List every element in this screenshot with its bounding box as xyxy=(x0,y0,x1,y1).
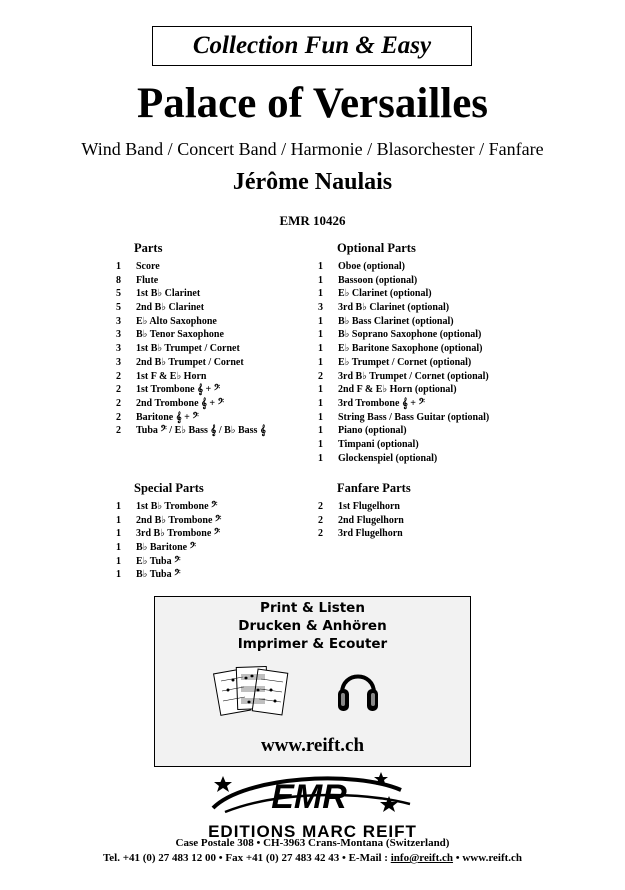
part-name: E♭ Trumpet / Cornet (optional) xyxy=(338,356,472,368)
part-row xyxy=(116,315,316,329)
part-name: Glockenspiel (optional) xyxy=(338,452,438,464)
fanfare-parts-list xyxy=(318,500,548,541)
part-row xyxy=(318,500,548,514)
composer-name: Jérôme Naulais xyxy=(232,169,393,195)
part-quantity: 2 xyxy=(116,370,121,382)
part-quantity: 2 xyxy=(116,425,121,437)
part-row xyxy=(116,301,316,315)
instrumentation-subtitle: Wind Band / Concert Band / Harmonie / Blasorchester / Fanfare xyxy=(81,139,544,159)
part-quantity: 2 xyxy=(318,370,323,382)
part-quantity: 1 xyxy=(318,411,323,423)
part-row xyxy=(318,438,548,452)
part-name: 2nd B♭ Trumpet / Cornet xyxy=(136,356,244,368)
website-link[interactable]: www.reift.ch xyxy=(260,735,365,756)
part-quantity: 1 xyxy=(318,425,323,437)
part-row xyxy=(116,555,316,569)
emr-logo-text: EMR xyxy=(271,778,347,816)
part-row xyxy=(318,328,548,342)
part-name: B♭ Soprano Saxophone (optional) xyxy=(338,329,482,341)
part-name: E♭ Baritone Saxophone (optional) xyxy=(338,343,483,355)
part-row xyxy=(116,514,316,528)
emr-logo xyxy=(205,770,420,822)
part-quantity: 1 xyxy=(318,438,323,450)
part-name: B♭ Tuba 𝄢 xyxy=(136,569,181,581)
part-quantity: 1 xyxy=(318,274,323,286)
part-row xyxy=(318,424,548,438)
part-quantity: 2 xyxy=(318,514,323,526)
catalog-number: EMR 10426 xyxy=(279,213,346,228)
part-quantity: 3 xyxy=(116,315,121,327)
part-row xyxy=(116,342,316,356)
part-quantity: 3 xyxy=(116,329,121,341)
contact-line xyxy=(0,852,625,864)
part-quantity: 1 xyxy=(116,555,121,567)
part-row xyxy=(318,452,548,466)
special-parts-section xyxy=(116,481,316,582)
part-name: 1st F & E♭ Horn xyxy=(136,370,207,382)
part-row xyxy=(318,301,548,315)
fanfare-parts-heading: Fanfare Parts xyxy=(337,481,411,495)
part-row xyxy=(318,527,548,541)
part-name: E♭ Alto Saxophone xyxy=(136,315,217,327)
part-row xyxy=(116,411,316,425)
part-name: 2nd F & E♭ Horn (optional) xyxy=(338,384,457,396)
part-name: Score xyxy=(136,261,160,272)
part-name: 2nd Trombone 𝄞 + 𝄢 xyxy=(136,397,225,409)
part-quantity: 2 xyxy=(116,384,121,396)
part-name: 3rd B♭ Clarinet (optional) xyxy=(338,302,450,314)
parts-heading: Parts xyxy=(134,241,163,255)
part-quantity: 3 xyxy=(116,356,121,368)
sheet-music-icon xyxy=(211,663,291,721)
part-quantity: 1 xyxy=(318,315,323,327)
part-row xyxy=(318,356,548,370)
part-row xyxy=(318,260,548,274)
part-name: String Bass / Bass Guitar (optional) xyxy=(338,411,490,423)
part-name: 3rd B♭ Trumpet / Cornet (optional) xyxy=(338,370,489,382)
part-row xyxy=(116,356,316,370)
part-name: Oboe (optional) xyxy=(338,261,405,272)
part-quantity: 8 xyxy=(116,274,121,286)
part-name: E♭ Tuba 𝄢 xyxy=(136,555,181,567)
part-row xyxy=(318,315,548,329)
parts-list xyxy=(116,260,316,438)
part-row xyxy=(318,383,548,397)
part-row xyxy=(116,527,316,541)
part-quantity: 1 xyxy=(318,288,323,300)
special-parts-list xyxy=(116,500,316,582)
part-row xyxy=(318,411,548,425)
part-name: 3rd Trombone 𝄞 + 𝄢 xyxy=(338,397,425,409)
part-name: B♭ Baritone 𝄢 xyxy=(136,542,197,554)
part-name: 2nd B♭ Clarinet xyxy=(136,302,205,314)
part-quantity: 2 xyxy=(116,397,121,409)
part-name: E♭ Clarinet (optional) xyxy=(338,288,432,300)
part-row xyxy=(116,424,316,438)
part-name: Baritone 𝄞 + 𝄢 xyxy=(136,411,199,423)
part-quantity: 2 xyxy=(318,501,323,512)
part-quantity: 5 xyxy=(116,288,121,300)
part-quantity: 3 xyxy=(318,302,323,314)
parts-section xyxy=(116,241,316,438)
part-name: Bassoon (optional) xyxy=(338,274,418,286)
headphones-icon xyxy=(335,661,381,717)
part-quantity: 1 xyxy=(116,528,121,540)
part-row xyxy=(116,568,316,582)
part-quantity: 1 xyxy=(116,569,121,581)
part-row xyxy=(116,397,316,411)
part-row xyxy=(318,342,548,356)
part-quantity: 2 xyxy=(318,528,323,540)
part-quantity: 1 xyxy=(318,397,323,409)
part-quantity: 1 xyxy=(116,542,121,554)
part-quantity: 1 xyxy=(318,384,323,396)
part-name: 2nd Flugelhorn xyxy=(338,514,404,526)
optional-parts-section xyxy=(318,241,548,465)
part-name: 1st B♭ Clarinet xyxy=(136,288,201,300)
fanfare-parts-section xyxy=(318,481,548,541)
series-title: Collection Fun & Easy xyxy=(152,26,472,66)
part-name: 3rd Flugelhorn xyxy=(338,528,403,540)
part-name: Flute xyxy=(136,274,159,286)
part-name: 1st Trombone 𝄞 + 𝄢 xyxy=(136,384,221,396)
contact-phone-fax: Tel. +41 (0) 27 483 12 00 • Fax +41 (0) 27 483 42 43 • E-Mail : xyxy=(102,852,391,864)
part-name: 3rd B♭ Trombone 𝄢 xyxy=(136,528,221,540)
part-name: 1st B♭ Trumpet / Cornet xyxy=(136,343,240,355)
publisher-name: EDITIONS MARC REIFT xyxy=(208,822,417,841)
part-row xyxy=(116,287,316,301)
part-row xyxy=(116,274,316,288)
part-quantity: 1 xyxy=(318,261,323,272)
part-name: B♭ Tenor Saxophone xyxy=(136,329,224,341)
part-quantity: 5 xyxy=(116,302,121,314)
part-row xyxy=(116,383,316,397)
page-title: Palace of Versailles xyxy=(136,80,489,127)
part-name: Tuba 𝄢 / E♭ Bass 𝄞 / B♭ Bass 𝄞 xyxy=(136,425,266,437)
part-row xyxy=(318,370,548,384)
part-row xyxy=(116,500,316,514)
special-parts-heading: Special Parts xyxy=(134,481,204,495)
part-quantity: 1 xyxy=(318,356,323,368)
part-name: 1st B♭ Trombone 𝄢 xyxy=(136,501,218,512)
part-row xyxy=(318,514,548,528)
part-quantity: 1 xyxy=(116,261,121,272)
part-row xyxy=(318,287,548,301)
promo-line-french: Imprimer & Ecouter xyxy=(237,636,388,652)
part-quantity: 1 xyxy=(318,452,323,464)
optional-parts-heading: Optional Parts xyxy=(337,241,416,255)
part-name: 2nd B♭ Trombone 𝄢 xyxy=(136,514,222,526)
part-quantity: 1 xyxy=(116,514,121,526)
contact-website[interactable]: • www.reift.ch xyxy=(453,852,523,864)
part-quantity: 2 xyxy=(116,411,121,423)
publisher-address: Case Postale 308 • CH-3963 Crans-Montana (Switzerland) xyxy=(175,837,450,849)
promo-line-english: Print & Listen xyxy=(260,600,365,616)
part-quantity: 1 xyxy=(116,501,121,512)
part-row xyxy=(318,397,548,411)
part-quantity: 3 xyxy=(116,343,121,355)
part-row xyxy=(116,328,316,342)
part-row xyxy=(116,370,316,384)
part-quantity: 1 xyxy=(318,343,323,355)
part-name: Timpani (optional) xyxy=(338,438,419,450)
email-link[interactable]: info@reift.ch xyxy=(390,852,454,864)
part-name: 1st Flugelhorn xyxy=(338,501,400,512)
part-name: B♭ Bass Clarinet (optional) xyxy=(338,315,454,327)
part-quantity: 1 xyxy=(318,329,323,341)
print-listen-box xyxy=(154,596,471,767)
part-row xyxy=(318,274,548,288)
promo-line-german: Drucken & Anhören xyxy=(238,618,387,634)
part-name: Piano (optional) xyxy=(338,425,407,437)
optional-parts-list xyxy=(318,260,548,465)
part-row xyxy=(116,260,316,274)
part-row xyxy=(116,541,316,555)
